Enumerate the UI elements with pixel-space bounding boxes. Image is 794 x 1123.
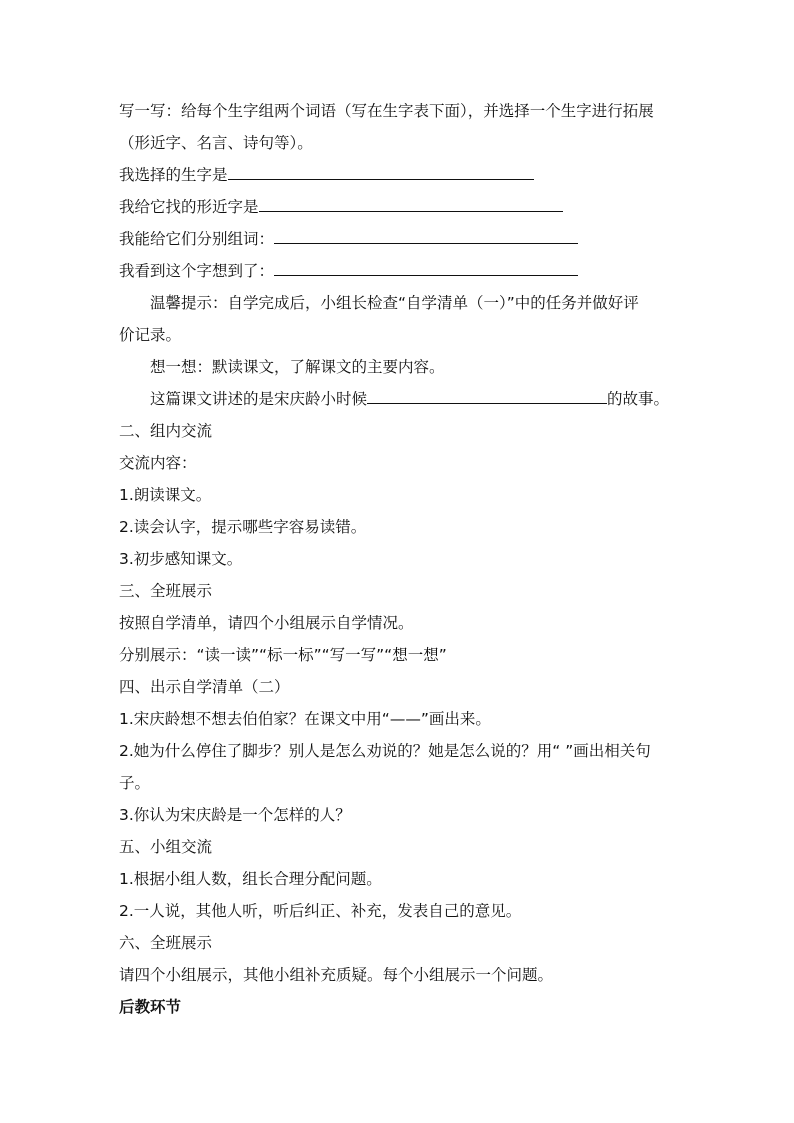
fill-line-words	[119, 228, 578, 250]
answer-blank[interactable]	[367, 389, 607, 404]
fill-line-associations	[119, 260, 578, 282]
prompt-story: 这篇课文讲述的是宋庆龄小时候	[150, 390, 368, 408]
list-item: 1.朗读课文。	[119, 486, 212, 504]
fill-line-similar-char	[119, 196, 563, 218]
section-heading-2: 二、组内交流	[119, 422, 213, 440]
fill-line-story	[150, 388, 669, 410]
part-heading-post-teaching: 后教环节	[119, 998, 182, 1016]
answer-blank[interactable]	[228, 165, 534, 180]
section-heading-3: 三、全班展示	[119, 582, 213, 600]
paragraph-tip: 温馨提示：自学完成后，小组长检查“自学清单（一）”中的任务并做好评	[150, 294, 639, 312]
list-item: 1.宋庆龄想不想去伯伯家？在课文中用“——”画出来。	[119, 710, 491, 728]
list-item-cont: 子。	[119, 774, 151, 792]
list-item: 3.初步感知课文。	[119, 550, 243, 568]
prompt-chosen-char: 我选择的生字是	[119, 166, 228, 184]
answer-blank[interactable]	[274, 229, 578, 244]
section-heading-5: 五、小组交流	[119, 838, 213, 856]
paragraph-think-task: 想一想：默读课文，了解课文的主要内容。	[150, 358, 445, 376]
answer-blank[interactable]	[259, 197, 563, 212]
list-item: 2.读会认字，提示哪些字容易读错。	[119, 518, 367, 536]
paragraph: 分别展示：“读一读”“标一标”“写一写”“想一想”	[119, 646, 447, 664]
list-item: 2.一人说，其他人听，听后纠正、补充，发表自己的意见。	[119, 902, 522, 920]
prompt-similar-char: 我给它找的形近字是	[119, 198, 259, 216]
paragraph: 交流内容：	[119, 454, 197, 472]
paragraph-write-task-cont: （形近字、名言、诗句等）。	[119, 134, 313, 152]
paragraph-write-task: 写一写：给每个生字组两个词语（写在生字表下面），并选择一个生字进行拓展	[119, 102, 654, 120]
prompt-associations: 我看到这个字想到了：	[119, 262, 275, 280]
prompt-words: 我能给它们分别组词：	[119, 230, 275, 248]
list-item: 3.你认为宋庆龄是一个怎样的人？	[119, 806, 351, 824]
prompt-story-end: 的故事。	[607, 390, 670, 408]
paragraph: 请四个小组展示，其他小组补充质疑。每个小组展示一个问题。	[119, 966, 554, 984]
list-item: 1.根据小组人数，组长合理分配问题。	[119, 870, 382, 888]
list-item: 2.她为什么停住了脚步？别人是怎么劝说的？她是怎么说的？用“ ”画出相关句	[119, 742, 651, 760]
paragraph-tip-cont: 价记录。	[119, 326, 182, 344]
section-heading-6: 六、全班展示	[119, 934, 213, 952]
paragraph: 按照自学清单，请四个小组展示自学情况。	[119, 614, 414, 632]
answer-blank[interactable]	[274, 261, 578, 276]
section-heading-4: 四、出示自学清单（二）	[119, 678, 290, 696]
fill-line-chosen-char	[119, 164, 534, 186]
